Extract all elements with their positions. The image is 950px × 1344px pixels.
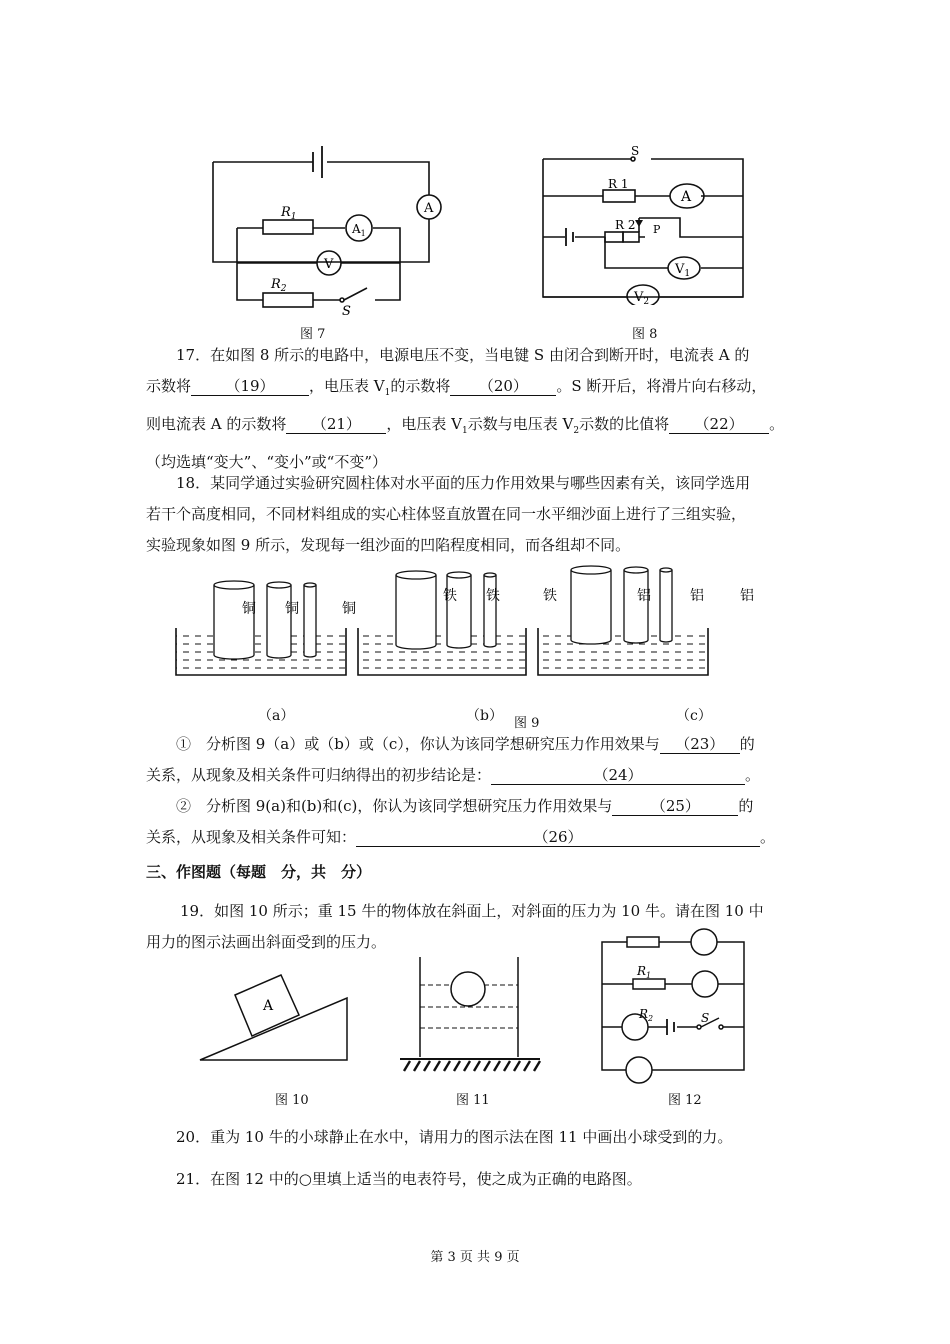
- fig11-caption: 图 11: [456, 1093, 490, 1108]
- q21-text: 21．在图 12 中的○里填上适当的电表符号，使之成为正确的电路图。: [176, 1170, 642, 1188]
- q19-line-2: 用力的图示法画出斜面受到的压力。: [146, 933, 387, 951]
- blank-24[interactable]: （24）: [491, 764, 745, 785]
- fig8-voltmeter-v1: $V_1$: [675, 262, 691, 279]
- fig7-ammeter-a1: $A_1$: [352, 222, 366, 238]
- page-footer: 第 3 页 共 9 页: [430, 1250, 520, 1265]
- fig9-b-label-3: 铁: [543, 588, 557, 604]
- q17-line-1: 17．在如图 8 所示的电路中，电源电压不变，当电键 S 由闭合到断开时，电流表 A 的: [176, 346, 750, 364]
- fig9-a-label-1: 铜: [242, 601, 256, 617]
- q18-sub2-line1: ② 分析图 9(a)和(b)和(c)，你认为该同学想研究压力作用效果与 （25） 的: [176, 797, 754, 815]
- fig8-voltmeter-v2: $V_2$: [634, 290, 650, 305]
- q18-sub1-line1: ① 分析图 9（a）或（b）或（c），你认为该同学想研究压力作用效果与 （23） 的: [176, 735, 755, 753]
- blank-19[interactable]: （19）: [191, 375, 309, 396]
- q18-line-2: 若干个高度相同，不同材料组成的实心柱体竖直放置在同一水平细沙面上进行了三组实验，: [146, 505, 747, 523]
- figure-8-circuit: [535, 140, 750, 305]
- figure-9-sand-experiment: [170, 560, 780, 705]
- figure-10-incline: [195, 970, 355, 1065]
- fig8-slider-p: P: [653, 223, 661, 236]
- fig7-caption: 图 7: [300, 327, 326, 342]
- fig12-r1-label: $R_1$: [637, 964, 652, 980]
- question-20: [146, 1122, 810, 1153]
- blank-20[interactable]: （20）: [450, 375, 556, 396]
- fig9-label-c: （c）: [676, 708, 712, 724]
- fig9-caption: 图 9: [514, 716, 540, 731]
- fig8-r1-label: R 1: [608, 177, 629, 191]
- fig9-b-label-1: 铁: [443, 588, 457, 604]
- section-3-heading: 三、作图题（每题 分，共 分）: [146, 863, 372, 881]
- fig8-caption: 图 8: [632, 327, 658, 342]
- fig10-block-label: A: [263, 998, 274, 1014]
- fig9-c-label-2: 铝: [690, 588, 704, 604]
- fig7-ammeter-a: A: [424, 201, 434, 216]
- fig9-c-label-3: 铝: [740, 588, 754, 604]
- q20-text: 20．重为 10 牛的小球静止在水中，请用力的图示法在图 11 中画出小球受到的力。: [176, 1128, 733, 1146]
- blank-25[interactable]: （25）: [612, 795, 738, 816]
- fig8-switch-label: S: [631, 144, 640, 158]
- q19-line-1: 19．如图 10 所示；重 15 牛的物体放在斜面上，对斜面的压力为 10 牛。请在图 10 中: [180, 902, 764, 920]
- fig7-r2-label: $R_2$: [271, 277, 287, 294]
- q18-line-3: 实验现象如图 9 所示，发现每一组沙面的凹陷程度相同，而各组却不同。: [146, 536, 631, 554]
- q17-line-2: 示数将 （19） ，电压表 $V_1$的示数将 （20） 。S 断开后，将滑片向右移动，: [146, 377, 767, 398]
- blank-23[interactable]: （23）: [660, 733, 740, 754]
- q18-sub2-line2: 关系，从现象及相关条件可知： （26） 。: [146, 828, 776, 846]
- fig8-r2-label: R 2: [615, 218, 636, 232]
- figure-12-circuit: [595, 928, 750, 1086]
- q18-subquestions: [146, 729, 810, 853]
- fig9-a-label-2: 铜: [285, 601, 299, 617]
- fig9-label-b: （b）: [466, 708, 503, 724]
- fig10-caption: 图 10: [275, 1093, 309, 1108]
- q17-line-4: （均选填“变大”、“变小”或“不变”）: [146, 453, 388, 471]
- blank-26[interactable]: （26）: [356, 826, 760, 847]
- q18-line-1: 18．某同学通过实验研究圆柱体对水平面的压力作用效果与哪些因素有关，该同学选用: [176, 474, 751, 492]
- fig9-a-label-3: 铜: [342, 601, 356, 617]
- figure-11-ball-in-water: [398, 955, 543, 1073]
- question-18: [146, 468, 810, 561]
- fig9-group-c: [538, 566, 708, 675]
- blank-22[interactable]: （22）: [669, 413, 769, 434]
- fig7-r1-label: $R_1$: [281, 205, 297, 222]
- fig9-group-b: [358, 571, 526, 675]
- q18-sub1-line2: 关系，从现象及相关条件可归纳得出的初步结论是： （24） 。: [146, 766, 761, 784]
- question-17: [146, 340, 810, 478]
- fig9-group-a: [176, 581, 346, 675]
- fig7-switch-label: S: [342, 304, 351, 319]
- question-21: [146, 1164, 810, 1195]
- fig12-r2-label: $R_2$: [639, 1007, 654, 1023]
- fig12-caption: 图 12: [668, 1093, 702, 1108]
- fig8-ammeter-a: A: [681, 189, 692, 205]
- fig12-switch-label: S: [701, 1011, 710, 1025]
- fig9-c-label-1: 铝: [637, 588, 651, 604]
- fig7-voltmeter-v: V: [324, 257, 334, 272]
- figure-7-circuit: [205, 140, 450, 320]
- fig9-label-a: （a）: [258, 708, 295, 724]
- blank-21[interactable]: （21）: [286, 413, 386, 434]
- q17-line-3: 则电流表 A 的示数将 （21） ，电压表 $V_1$示数与电压表 $V_2$示数的比值将 （22） 。: [146, 415, 785, 436]
- fig9-b-label-2: 铁: [486, 588, 500, 604]
